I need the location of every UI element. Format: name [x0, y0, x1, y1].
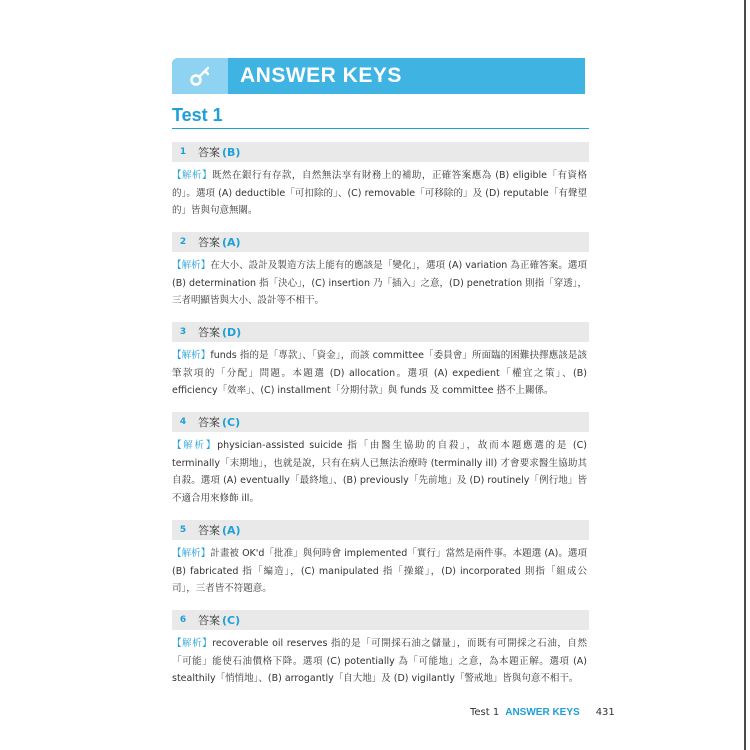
- question-block-5: [172, 520, 589, 598]
- explanation-text: [172, 545, 589, 598]
- explanation-tag: 【解析】: [172, 638, 213, 649]
- test-title-underline: [172, 128, 589, 129]
- question-number: 5: [179, 525, 187, 535]
- explanation-tag: 【解析】: [172, 548, 211, 559]
- question-block-2: [172, 232, 589, 310]
- banner-title: ANSWER KEYS: [240, 64, 402, 87]
- answer-label: 答案: [198, 416, 220, 429]
- answer-label: 答案: [198, 326, 220, 339]
- answer-letter: (D): [222, 325, 242, 339]
- answer-label: 答案: [198, 146, 220, 159]
- explanation-body: funds 指的是「專款」、「資金」，而該 committee「委員會」所面臨的困難抉擇應該是該筆款項的「分配」問題。本題選 (D) allocation。選項 (A) expedient「權宜之策」、(B) efficiency「效率」、(C) installment「分期付款」與 funds 及 committee 搭不上關係。: [172, 350, 587, 396]
- answer-label: 答案: [198, 236, 220, 249]
- explanation-tag: 【解析】: [172, 350, 211, 361]
- answer-letter: (C): [222, 613, 241, 627]
- question-block-4: [172, 412, 589, 507]
- answer-header: [172, 232, 589, 252]
- explanation-tag: 【解析】: [172, 170, 212, 181]
- explanation-body: physician-assisted suicide 指「由醫生協助的自殺」，故而本題應選的是 (C) terminally「末期地」，也就是說，只有在病人已無法治療時 (terminally ill) 才會要求醫生協助其自殺。選項 (A) eventually「最終地」、(B) previously「先前地」及 (D) routinely「例行地」皆不適合用來修飾 ill。: [172, 440, 587, 504]
- answer-header: [172, 412, 589, 432]
- explanation-tag: 【解析】: [172, 440, 218, 451]
- explanation-text: [172, 167, 589, 220]
- footer-answer-keys: ANSWER KEYS: [505, 707, 580, 718]
- test-title: Test 1: [172, 105, 223, 125]
- answer-keys-banner: [172, 58, 585, 94]
- question-block-6: [172, 610, 589, 688]
- explanation-body: 計畫被 OK'd「批准」與何時會 implemented「實行」當然是兩件事。本題選 (A)。選項 (B) fabricated 指「編造」，(C) manipulated 指「操縱」，(D) incorporated 則指「組成公司」，三者皆不符題意。: [172, 548, 587, 594]
- answer-letter: (B): [222, 145, 241, 159]
- question-block-1: [172, 142, 589, 220]
- explanation-tag: 【解析】: [172, 260, 211, 271]
- answer-label: 答案: [198, 524, 220, 537]
- question-number: 6: [179, 615, 187, 625]
- answer-header: [172, 322, 589, 342]
- explanation-text: [172, 635, 589, 688]
- question-block-3: [172, 322, 589, 400]
- page-footer: [470, 707, 615, 718]
- key-icon: [172, 58, 228, 94]
- answer-label: 答案: [198, 614, 220, 627]
- footer-test-label: Test 1: [470, 707, 500, 718]
- page-edge-line: [744, 0, 746, 750]
- explanation-text: [172, 257, 589, 310]
- question-number: 2: [179, 237, 187, 247]
- explanation-body: 在大小、設計及製造方法上能有的應該是「變化」，選項 (A) variation 為正確答案。選項 (B) determination 指「決心」，(C) insertion 乃「插入」之意，(D) penetration 則指「穿透」，三者明顯皆與大小、設計等不相干。: [172, 260, 587, 306]
- explanation-text: [172, 347, 589, 400]
- answer-letter: (A): [222, 235, 241, 249]
- explanation-body: 既然在銀行有存款，自然無法享有財務上的補助，正確答案應為 (B) eligible「有資格的」。選項 (A) deductible「可扣除的」、(C) removable「可移除的」及 (D) reputable「有聲望的」皆與句意無關。: [172, 170, 587, 216]
- question-number: 4: [179, 417, 187, 427]
- question-number: 3: [179, 327, 187, 337]
- answer-header: [172, 142, 589, 162]
- explanation-body: recoverable oil reserves 指的是「可開採石油之儲量」，而既有可開採之石油，自然「可能」能使石油價格下降。選項 (C) potentially 為「可能地」之意，為本題正解。選項 (A) stealthily「悄悄地」、(B) arrogantly「自大地」及 (D) vigilantly「警戒地」皆與句意不相干。: [172, 638, 587, 684]
- explanation-text: [172, 437, 589, 507]
- page-number: 431: [595, 707, 615, 718]
- answer-letter: (C): [222, 415, 241, 429]
- answer-header: [172, 520, 589, 540]
- question-number: 1: [179, 147, 187, 157]
- answer-header: [172, 610, 589, 630]
- answer-letter: (A): [222, 523, 241, 537]
